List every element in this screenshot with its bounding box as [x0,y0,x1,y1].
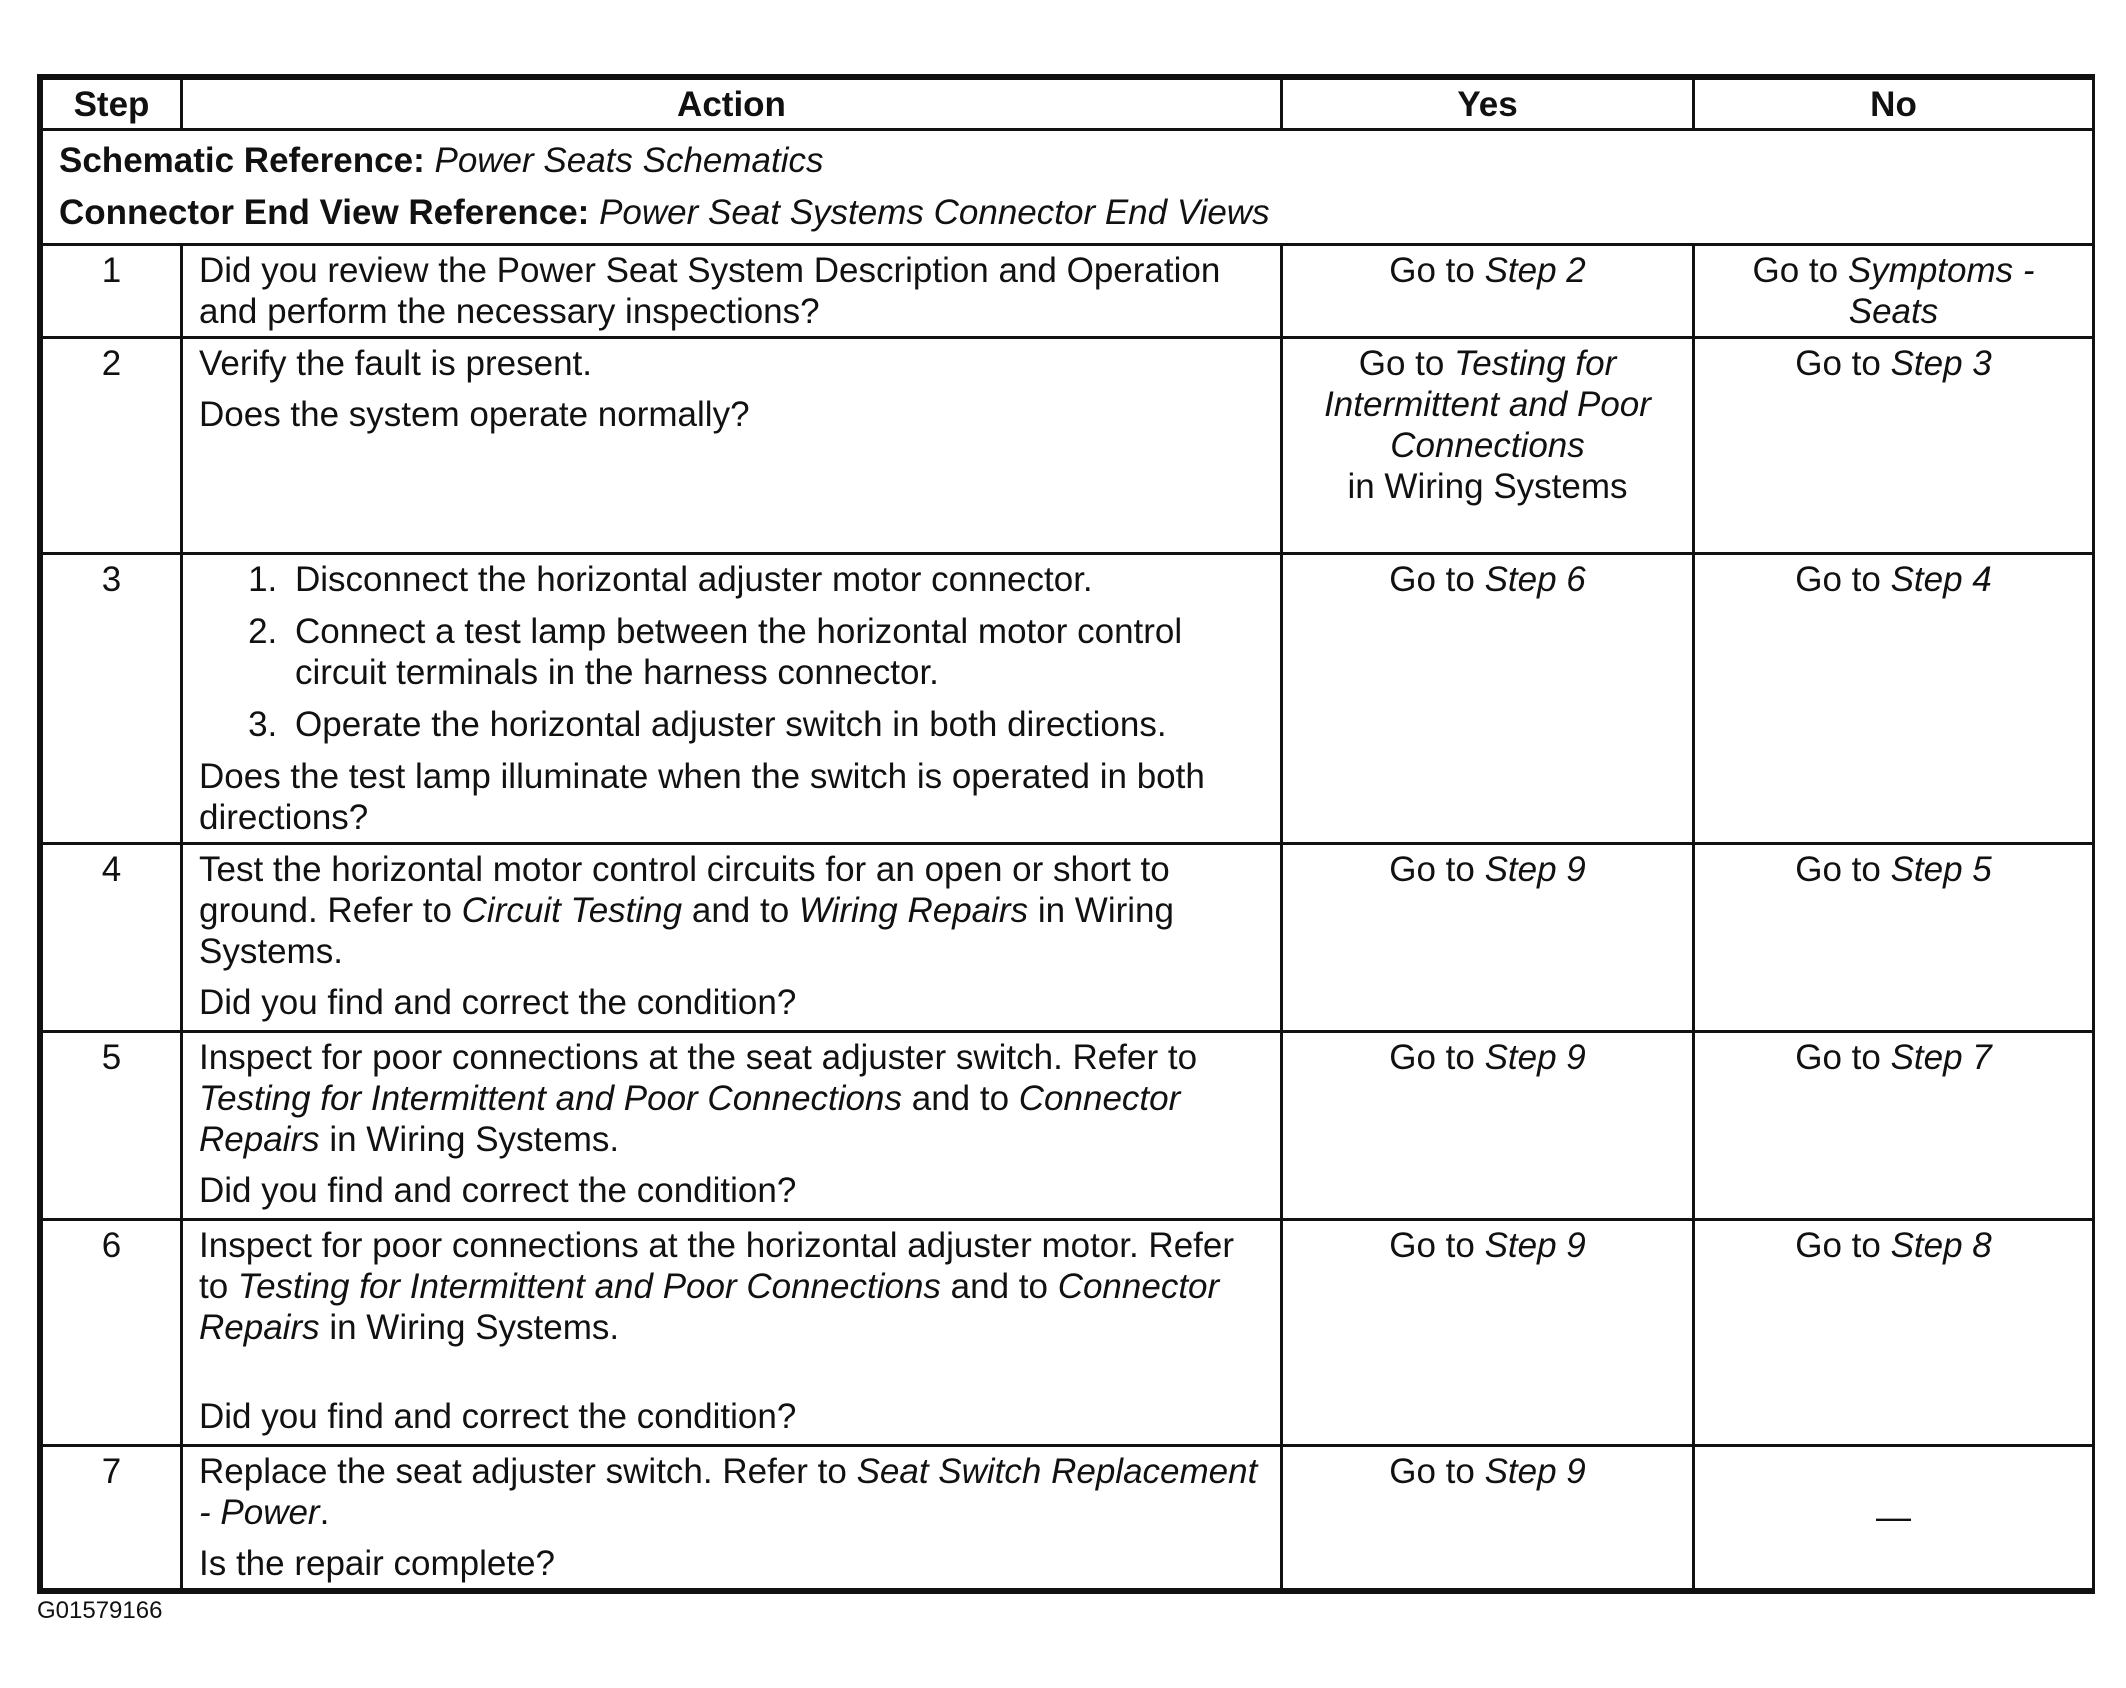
connector-repairs-link[interactable]: Connector Repairs [199,1079,1181,1159]
step-action [182,1446,1282,1590]
action-text-part: Test the horizontal motor control circuits for an open or short to ground. Refer to [199,850,1170,930]
step-number: 1 [42,245,182,338]
no-prefix: Go to [1795,850,1891,889]
list-item: 1. Disconnect the horizontal adjuster motor connector. [287,559,1264,600]
step-number: 7 [42,1446,182,1590]
step-number: 4 [42,844,182,1032]
circuit-testing-link[interactable]: Circuit Testing [461,891,683,930]
action-text-part: in Wiring Systems. [199,891,1174,971]
testing-intermittent-link[interactable]: Testing for Intermittent and Poor Connections [199,1079,902,1118]
action-text-part: Replace the seat adjuster switch. Refer to [199,1452,857,1491]
action-text [199,1037,1264,1160]
action-text-part: Inspect for poor connections at the seat adjuster switch. Refer to [199,1038,1198,1077]
yes-link[interactable]: Step 6 [1484,560,1586,599]
table-row-step-1 [42,245,2094,338]
no-result [1694,554,2094,844]
action-text-part: in Wiring Systems. [319,1120,620,1159]
procedure-list [199,559,1264,745]
yes-prefix: Go to [1358,344,1455,383]
no-result [1694,338,2094,554]
action-question: Did you find and correct the condition? [199,1397,797,1436]
yes-result [1282,245,1694,338]
step-action [182,338,1282,554]
yes-link[interactable]: Step 9 [1484,1038,1586,1077]
action-question: Does the system operate normally? [199,395,750,434]
yes-result [1282,1446,1694,1590]
action-question: Did you find and correct the condition? [199,1171,797,1210]
action-question: Is the repair complete? [199,1544,556,1583]
action-text-part: Inspect for poor connections at the horizontal adjuster motor. Refer to [199,1226,1235,1306]
yes-result [1282,554,1694,844]
yes-prefix: Go to [1389,251,1485,290]
diagnostic-table [40,77,2095,1591]
testing-intermittent-link[interactable]: Testing for Intermittent and Poor Connections [237,1267,941,1306]
schematic-reference-link[interactable]: Power Seats Schematics [434,141,824,180]
table-row-step-4 [42,844,2094,1032]
action-text [199,1451,1264,1533]
no-value-dash: — [1876,1498,1911,1537]
action-text-part: and to [682,891,799,930]
yes-link[interactable]: Step 9 [1484,1452,1586,1491]
action-text-part: and to [902,1079,1019,1118]
no-link[interactable]: Symptoms - Seats [1847,251,2035,331]
seat-switch-replacement-link[interactable]: Seat Switch Replacement - Power [199,1452,1258,1532]
step-number: 5 [42,1032,182,1220]
diagnostic-table-frame [37,74,2095,1594]
no-result [1694,1220,2094,1446]
no-prefix: Go to [1795,1038,1891,1077]
yes-result [1282,844,1694,1032]
references-cell [42,130,2094,245]
yes-link[interactable]: Step 9 [1484,1226,1586,1265]
step-action [182,1032,1282,1220]
no-link[interactable]: Step 4 [1890,560,1992,599]
header-no: No [1694,79,2094,130]
no-prefix: Go to [1795,560,1891,599]
yes-result [1282,1032,1694,1220]
references-row [42,130,2094,245]
yes-result [1282,1220,1694,1446]
step-action [182,844,1282,1032]
action-text-part: and to [940,1267,1058,1306]
action-text: Verify the fault is present. [199,344,592,383]
connector-reference-link[interactable]: Power Seat Systems Connector End Views [599,193,1270,232]
table-row-step-3 [42,554,2094,844]
header-step: Step [42,79,182,130]
action-question: Does the test lamp illuminate when the switch is operated in both directions? [199,757,1205,837]
action-text-part: . [319,1493,330,1532]
no-link[interactable]: Step 3 [1890,344,1992,383]
no-result [1694,844,2094,1032]
step-number: 2 [42,338,182,554]
yes-link[interactable]: Step 9 [1484,850,1586,889]
no-link[interactable]: Step 8 [1890,1226,1992,1265]
connector-reference-label: Connector End View Reference: [59,193,590,232]
step-action [182,1220,1282,1446]
action-text [199,1225,1264,1348]
step-action [182,245,1282,338]
no-prefix: Go to [1795,1226,1891,1265]
action-question: Did you find and correct the condition? [199,983,797,1022]
yes-result [1282,338,1694,554]
yes-prefix: Go to [1389,850,1485,889]
action-text-part: in Wiring Systems. [319,1308,620,1347]
schematic-reference [59,135,2076,187]
header-action: Action [182,79,1282,130]
table-row-step-6 [42,1220,2094,1446]
no-result [1694,245,2094,338]
yes-link[interactable]: Step 2 [1484,251,1586,290]
no-prefix: Go to [1795,344,1891,383]
figure-id: G01579166 [37,1597,163,1624]
header-row [42,79,2094,130]
table-row-step-5 [42,1032,2094,1220]
yes-prefix: Go to [1389,1452,1485,1491]
step-number: 6 [42,1220,182,1446]
yes-prefix: Go to [1389,1038,1485,1077]
no-prefix: Go to [1752,251,1848,290]
header-yes: Yes [1282,79,1694,130]
table-row-step-2 [42,338,2094,554]
step-number: 3 [42,554,182,844]
no-link[interactable]: Step 7 [1890,1038,1992,1077]
yes-prefix: Go to [1389,1226,1485,1265]
table-row-step-7 [42,1446,2094,1590]
action-text: Did you review the Power Seat System Description and Operation and perform the necessary inspections? [199,251,1221,331]
no-link[interactable]: Step 5 [1890,850,1992,889]
wiring-repairs-link[interactable]: Wiring Repairs [798,891,1029,930]
step-action [182,554,1282,844]
yes-prefix: Go to [1389,560,1485,599]
schematic-reference-label: Schematic Reference: [59,141,425,180]
list-item: 3. Operate the horizontal adjuster switch in both directions. [287,704,1264,745]
yes-suffix: in Wiring Systems [1347,467,1628,506]
action-text [199,849,1264,972]
yes-link[interactable]: Testing for Intermittent and Poor Connections [1324,344,1651,465]
no-result [1694,1446,2094,1590]
connector-repairs-link[interactable]: Connector Repairs [199,1267,1220,1347]
no-result [1694,1032,2094,1220]
list-item: 2. Connect a test lamp between the horizontal motor control circuit terminals in the harness connector. [287,611,1264,693]
connector-reference [59,187,2076,239]
